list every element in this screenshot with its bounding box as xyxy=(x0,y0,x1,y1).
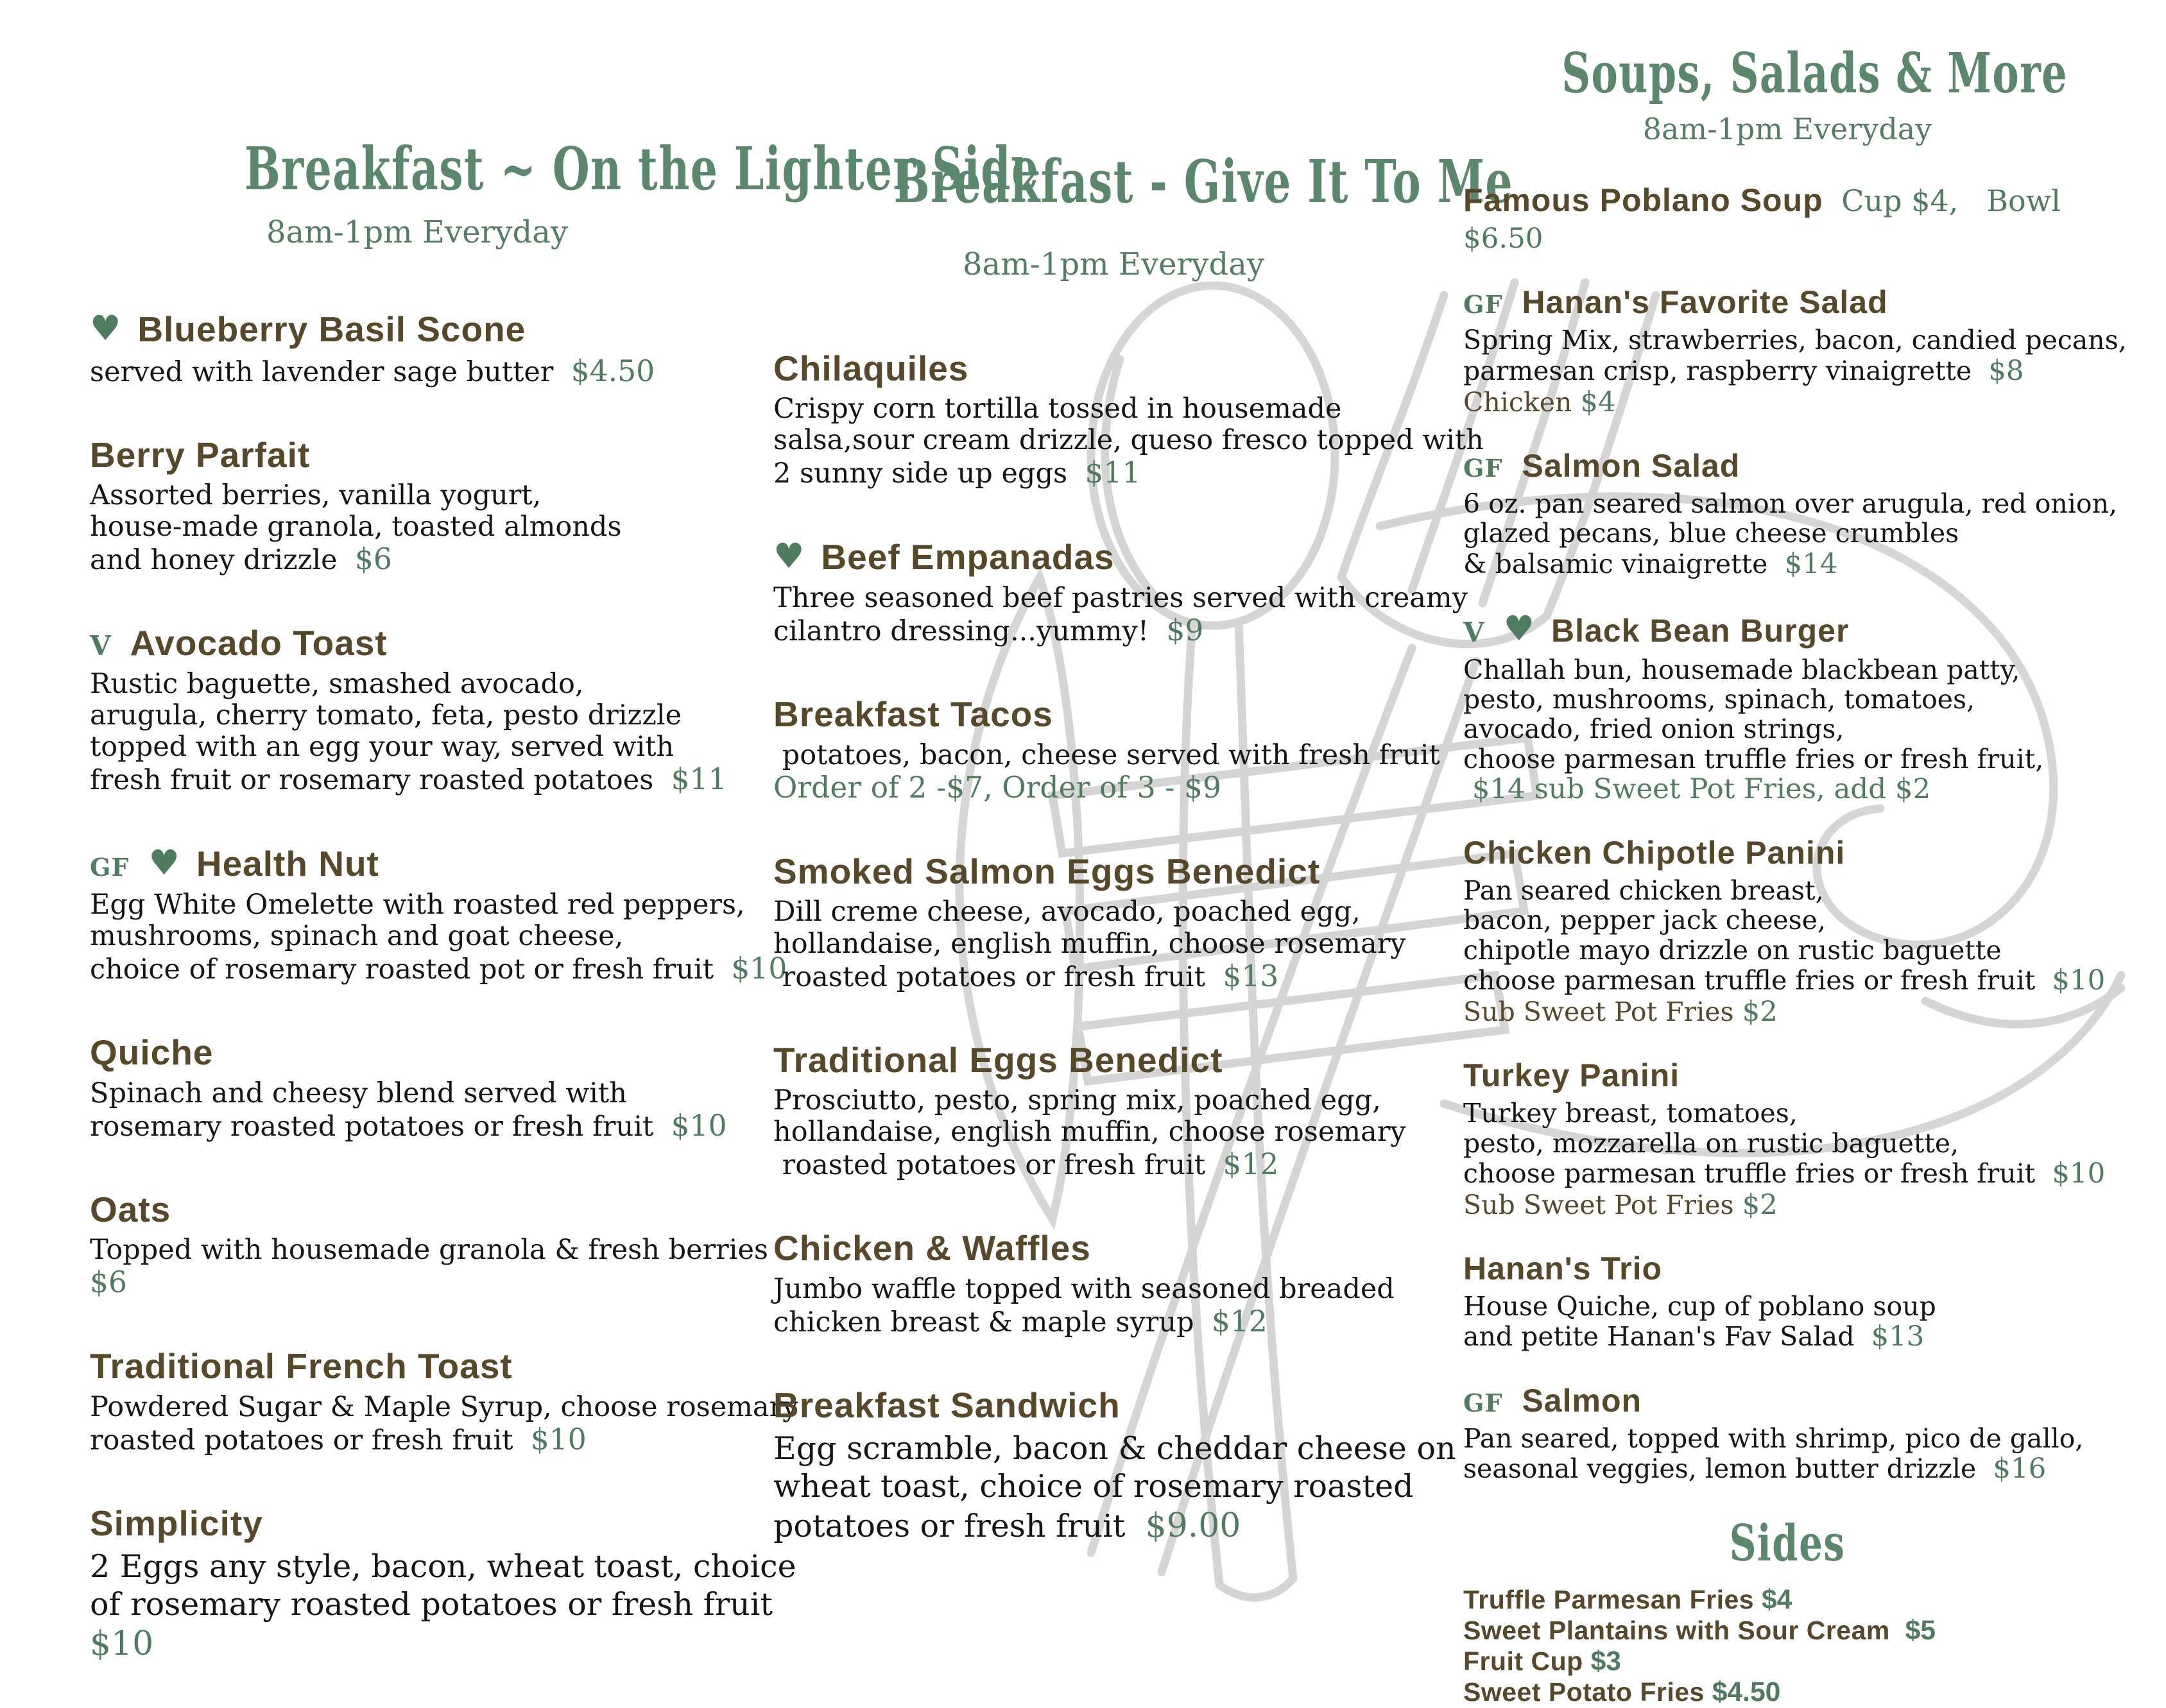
description-line xyxy=(90,669,744,700)
heart-icon: ♥ xyxy=(90,307,121,348)
description-text: Powdered Sugar & Maple Syrup, choose rosemary xyxy=(90,1390,798,1423)
gf-badge: GF xyxy=(1463,453,1503,483)
menu-item-title-row xyxy=(773,537,1454,577)
description-line xyxy=(1463,1646,2111,1677)
description-line xyxy=(1463,549,2111,580)
description-text: parmesan crisp, raspberry vinaigrette xyxy=(1463,355,1989,386)
heart-icon: ♥ xyxy=(1503,608,1535,649)
column-soups-salads-more xyxy=(1463,41,2127,1708)
menu-item-name: Avocado Toast xyxy=(130,623,388,663)
price-text: $2 xyxy=(1742,996,1778,1029)
description-text: avocado, fried onion strings, xyxy=(1463,713,1844,745)
menu-item-title-row xyxy=(90,624,744,663)
menu-item-name: Quiche xyxy=(90,1032,214,1072)
menu-item-description xyxy=(773,896,1454,993)
description-text: potatoes, bacon, cheese served with fresh fruit xyxy=(773,739,1440,771)
description-text: Sweet Plantains with Sour Cream xyxy=(1463,1616,1905,1646)
menu-item-description xyxy=(1463,1424,2111,1485)
column-items xyxy=(1463,182,2127,1708)
menu-item-title-row xyxy=(773,1386,1454,1426)
menu-item xyxy=(1463,610,2111,805)
description-text: served with lavender sage butter xyxy=(90,355,571,388)
description-text: Dill creme cheese, avocado, poached egg, xyxy=(773,896,1361,928)
description-text: Egg scramble, bacon & cheddar cheese on xyxy=(773,1430,1456,1467)
description-text: choose parmesan truffle fries or fresh fruit, xyxy=(1463,743,2044,774)
description-text: Spinach and cheesy blend served with xyxy=(90,1077,627,1109)
description-line xyxy=(773,1085,1454,1116)
description-line xyxy=(90,1586,773,1624)
description-line xyxy=(90,355,744,388)
description-text: 2 sunny side up eggs xyxy=(773,457,1085,490)
description-line xyxy=(1463,996,2111,1028)
description-text: and petite Hanan's Fav Salad xyxy=(1463,1321,1871,1353)
description-line xyxy=(1463,1129,2111,1158)
menu-item-name: Famous Poblano Soup xyxy=(1463,182,1823,219)
price-text: Order of 2 -$7, Order of 3 - $9 xyxy=(773,770,1221,805)
description-line xyxy=(1463,1677,2111,1707)
description-text: seasonal veggies, lemon butter drizzle xyxy=(1463,1453,1993,1484)
description-line xyxy=(90,1234,768,1267)
menu-item-description xyxy=(90,669,744,796)
vegetarian-badge: V xyxy=(1463,616,1484,648)
price-text: $10 xyxy=(2052,1157,2106,1190)
description-text: house-made granola, toasted almonds xyxy=(90,511,622,543)
description-text: chicken breast & maple syrup xyxy=(773,1306,1212,1338)
description-line xyxy=(90,921,744,952)
description-line xyxy=(90,763,744,796)
description-line xyxy=(1463,1098,2111,1128)
gf-badge: GF xyxy=(1463,290,1503,320)
menu-item xyxy=(1463,447,2118,580)
description-line xyxy=(90,511,744,543)
menu-item-description xyxy=(773,740,1454,805)
description-line xyxy=(90,1423,744,1456)
description-text: Assorted berries, vanilla yogurt, xyxy=(90,479,542,512)
price-text: $14 xyxy=(1784,547,1838,580)
menu-item-title-row xyxy=(90,1504,744,1544)
description-line xyxy=(90,1109,744,1143)
description-line xyxy=(1463,876,2111,905)
description-line xyxy=(773,1274,1454,1305)
price-text: $4 xyxy=(1761,1584,1792,1615)
menu-item-title-row xyxy=(1463,835,2111,871)
description-line xyxy=(773,1430,1454,1468)
description-text: 6 oz. pan seared salmon over arugula, red onion, xyxy=(1463,488,2118,519)
description-line xyxy=(90,700,744,731)
description-line xyxy=(1463,488,2118,519)
description-line xyxy=(1463,1584,2111,1615)
description-text: and honey drizzle xyxy=(90,544,355,577)
menu-item-name: Simplicity xyxy=(90,1503,263,1543)
description-text: Rustic baguette, smashed avocado, xyxy=(90,667,584,700)
menu-item-description xyxy=(773,1274,1454,1338)
column-title-heading xyxy=(1463,41,2111,106)
menu-item-name: Traditional French Toast xyxy=(90,1346,513,1387)
menu-item-name: Breakfast Sandwich xyxy=(773,1385,1121,1425)
price-text: $10 xyxy=(2052,964,2106,997)
description-text: arugula, cherry tomato, feta, pesto drizzle xyxy=(90,699,682,731)
description-line xyxy=(1463,744,2111,774)
menu-item xyxy=(90,842,787,986)
menu-item-description xyxy=(1463,876,2111,1028)
price-text: $11 xyxy=(671,762,727,796)
menu-item-title-row xyxy=(90,1033,744,1073)
menu-item-name: Smoked Salmon Eggs Benedict xyxy=(773,851,1321,891)
description-text: Pan seared chicken breast, xyxy=(1463,875,1824,907)
description-text: wheat toast, choice of rosemary roasted xyxy=(773,1468,1414,1505)
price-text: $5 xyxy=(1905,1615,1936,1646)
description-text: Spring Mix, strawberries, bacon, candied pecans, xyxy=(1463,325,2127,356)
description-line xyxy=(773,393,1454,425)
description-line xyxy=(773,771,1454,805)
description-line xyxy=(90,1624,744,1664)
price-text: $3 xyxy=(1590,1646,1621,1677)
description-text: glazed pecans, blue cheese crumbles xyxy=(1463,518,1959,549)
menu-item xyxy=(90,436,744,577)
column-title-heading xyxy=(90,134,1040,203)
column-title-heading xyxy=(773,147,1513,216)
description-text: salsa,sour cream drizzle, queso fresco topped with xyxy=(773,424,1484,457)
description-text: choose parmesan truffle fries or fresh fruit xyxy=(1463,965,2052,996)
menu-item-name: Chilaquiles xyxy=(773,348,969,388)
column-title: Breakfast - Give It To Me xyxy=(893,147,1513,216)
menu-item xyxy=(1463,1057,2111,1221)
gf-badge: GF xyxy=(90,852,130,882)
menu-item-title-row xyxy=(773,1041,1454,1080)
menu-item-name: Black Bean Burger xyxy=(1551,612,1850,649)
menu-item-title-row xyxy=(1463,1057,2111,1093)
description-text: roasted potatoes or fresh fruit xyxy=(90,1424,531,1456)
menu-item-price-suffix: Cup $4, Bowl xyxy=(1832,184,2061,219)
menu-item xyxy=(773,536,1468,648)
menu-item xyxy=(90,1033,744,1143)
price-text: $2 xyxy=(1742,1188,1778,1221)
description-line xyxy=(90,951,787,986)
description-text: potatoes or fresh fruit xyxy=(773,1507,1146,1544)
description-line xyxy=(1463,714,2111,744)
menu-item-title-row xyxy=(1463,448,2111,484)
menu-item-name: Chicken & Waffles xyxy=(773,1228,1091,1268)
description-text: Turkey breast, tomatoes, xyxy=(1463,1098,1798,1129)
menu-item xyxy=(90,309,744,388)
menu-item-description xyxy=(1463,325,2127,418)
menu-item xyxy=(1463,835,2111,1028)
menu-item-description xyxy=(90,1234,768,1300)
menu-item xyxy=(90,1189,768,1300)
menu-item-title-row xyxy=(773,1229,1454,1268)
description-text: Sub Sweet Pot Fries xyxy=(1463,996,1742,1028)
description-text: choice of rosemary roasted pot or fresh fruit xyxy=(90,953,732,986)
price-text: $6 xyxy=(90,1265,127,1300)
column-title: Soups, Salads & More xyxy=(1561,41,2068,106)
menu-item-name: Breakfast Tacos xyxy=(773,694,1053,735)
description-line xyxy=(1463,1158,2111,1190)
description-text: Sub Sweet Pot Fries xyxy=(1463,1189,1742,1220)
description-text: & balsamic vinaigrette xyxy=(1463,548,1785,579)
description-text: House Quiche, cup of poblano soup xyxy=(1463,1291,1936,1322)
column-items xyxy=(90,307,798,1664)
column-subtitle: 8am-1pm Everyday xyxy=(266,214,568,250)
description-line xyxy=(773,1148,1454,1181)
menu-item-description xyxy=(773,1085,1454,1181)
menu-item-description xyxy=(90,480,744,576)
menu-item xyxy=(1463,1251,2111,1353)
heart-icon: ♥ xyxy=(773,536,805,577)
menu-item-name: Blueberry Basil Scone xyxy=(137,309,526,349)
description-text: rosemary roasted potatoes or fresh fruit xyxy=(90,1110,671,1143)
description-text: fresh fruit or rosemary roasted potatoes xyxy=(90,764,671,796)
price-text: $10 xyxy=(90,1625,154,1664)
description-line xyxy=(1463,965,2111,996)
menu-item-description xyxy=(1463,1584,2111,1708)
description-line xyxy=(1463,774,2111,805)
description-line xyxy=(773,896,1454,928)
section-heading xyxy=(1463,1514,2111,1573)
description-text: 2 Eggs any style, bacon, wheat toast, choice xyxy=(90,1548,796,1585)
description-line xyxy=(90,543,744,576)
heart-icon: ♥ xyxy=(148,842,180,883)
description-text: pesto, mozzarella on rustic baguette, xyxy=(1463,1127,1959,1159)
menu-item-title-row xyxy=(773,695,1454,735)
column-subtitle: 8am-1pm Everyday xyxy=(1642,112,1932,147)
price-text: $12 xyxy=(1211,1304,1268,1338)
description-line xyxy=(1463,387,2111,418)
menu-item-name: Salmon xyxy=(1522,1382,1642,1419)
description-line xyxy=(773,928,1454,960)
menu-item-description xyxy=(90,1390,798,1456)
menu-item-description xyxy=(90,1548,796,1664)
menu-item-description xyxy=(1463,488,2118,580)
description-text: Pan seared, topped with shrimp, pico de gallo, xyxy=(1463,1422,2084,1454)
description-line xyxy=(773,1468,1454,1506)
menu-item xyxy=(1463,1383,2111,1485)
description-line xyxy=(773,1305,1454,1338)
section-heading-label: Sides xyxy=(1729,1514,1846,1573)
menu-item xyxy=(90,1346,798,1456)
menu-item-description xyxy=(773,582,1468,648)
menu-item-title-row xyxy=(90,1190,744,1230)
description-text: cilantro dressing...yummy! xyxy=(773,615,1167,648)
menu-item-description xyxy=(1463,655,2111,805)
description-text: Topped with housemade granola & fresh berries xyxy=(90,1234,768,1267)
description-line xyxy=(90,1548,796,1586)
price-text: $4.50 xyxy=(1712,1677,1781,1708)
menu-item-name: Hanan's Favorite Salad xyxy=(1522,284,1888,321)
menu-item-description xyxy=(1463,223,2111,255)
price-text: $9.00 xyxy=(1145,1506,1241,1545)
description-text: roasted potatoes or fresh fruit xyxy=(773,961,1223,993)
description-line xyxy=(90,1078,744,1109)
description-line xyxy=(773,1506,1454,1546)
price-text: $13 xyxy=(1223,959,1279,993)
description-line xyxy=(773,740,1454,771)
description-line xyxy=(773,424,1484,457)
menu-item-name: Berry Parfait xyxy=(90,434,311,475)
menu-item-name: Health Nut xyxy=(196,843,379,884)
menu-item-title-row xyxy=(90,1347,744,1387)
menu-item xyxy=(773,1041,1454,1182)
description-text: Truffle Parmesan Fries xyxy=(1463,1584,1762,1614)
menu-item-title-row xyxy=(90,309,744,350)
menu-item-title-row xyxy=(773,852,1454,892)
description-line xyxy=(1463,1292,2111,1321)
description-text: of rosemary roasted potatoes or fresh fruit xyxy=(90,1586,773,1623)
menu-item xyxy=(90,1503,796,1664)
menu-item-description xyxy=(1463,1098,2111,1221)
price-text: $10 xyxy=(671,1108,727,1143)
description-text: Egg White Omelette with roasted red peppers, xyxy=(90,888,745,921)
description-line xyxy=(773,1116,1454,1148)
description-line xyxy=(1463,935,2111,965)
menu-item-description xyxy=(90,888,787,986)
description-text: Jumbo waffle topped with seasoned breaded xyxy=(773,1272,1395,1305)
menu-item-name: Oats xyxy=(90,1189,171,1229)
menu-item-name: Beef Empanadas xyxy=(821,537,1115,577)
description-text: Crispy corn tortilla tossed in housemade xyxy=(773,393,1342,425)
description-line xyxy=(1463,355,2111,387)
menu-item xyxy=(773,695,1454,805)
menu-item-description xyxy=(90,1078,744,1143)
menu-item-description xyxy=(90,355,744,388)
menu-item-title-row xyxy=(90,844,744,884)
menu-item-title-row xyxy=(1463,284,2111,320)
menu-item xyxy=(773,852,1454,993)
price-text: $8 xyxy=(1988,354,2024,387)
description-line xyxy=(1463,1190,2111,1221)
description-text: hollandaise, english muffin, choose rosemary xyxy=(773,1116,1406,1149)
menu-item xyxy=(90,624,744,796)
description-text: bacon, pepper jack cheese, xyxy=(1463,905,1826,936)
description-line xyxy=(90,480,744,511)
price-text: $14 sub Sweet Pot Fries, add $2 xyxy=(1463,773,1931,805)
gf-badge: GF xyxy=(1463,1388,1503,1417)
menu-item-title-row xyxy=(773,349,1454,389)
description-line xyxy=(1463,325,2127,356)
description-text: topped with an egg your way, served with xyxy=(90,730,675,763)
description-line xyxy=(773,614,1454,647)
menu-item-title-row xyxy=(1463,1383,2111,1419)
description-text: Chicken xyxy=(1463,386,1581,418)
column-subtitle: 8am-1pm Everyday xyxy=(962,246,1264,282)
description-line xyxy=(90,731,744,763)
menu-item-name: Hanan's Trio xyxy=(1463,1251,1663,1287)
menu-item-title-row xyxy=(1463,1251,2111,1286)
menu-item-title-row xyxy=(90,436,744,475)
menu-item-title-row xyxy=(1463,610,2111,650)
description-line xyxy=(90,1390,798,1423)
description-text: roasted potatoes or fresh fruit xyxy=(773,1149,1223,1182)
description-line xyxy=(773,960,1454,993)
price-text: $9 xyxy=(1166,613,1204,648)
description-text: Three seasoned beef pastries served with creamy xyxy=(773,582,1468,615)
vegetarian-badge: V xyxy=(90,630,111,662)
description-line xyxy=(1463,223,2111,255)
description-line xyxy=(1463,1321,2111,1353)
price-text: $4 xyxy=(1580,386,1616,418)
menu-item-description xyxy=(773,1430,1454,1546)
description-line xyxy=(1463,655,2111,685)
menu-item-name: Salmon Salad xyxy=(1522,447,1741,484)
price-text: $4.50 xyxy=(571,354,655,388)
menu-item-name: Traditional Eggs Benedict xyxy=(773,1039,1223,1080)
price-text: $6.50 xyxy=(1463,223,1543,255)
price-text: $16 xyxy=(1993,1452,2047,1485)
menu-item-title-row xyxy=(1463,182,2111,218)
menu-item xyxy=(773,1229,1454,1338)
column-title: Breakfast ~ On the Lighter Side xyxy=(244,134,1040,203)
description-line xyxy=(1463,685,2111,714)
description-text: Prosciutto, pesto, spring mix, poached egg, xyxy=(773,1084,1381,1117)
description-text: chipotle mayo drizzle on rustic baguette xyxy=(1463,934,2002,966)
description-line xyxy=(1463,1453,2111,1485)
description-line xyxy=(1463,1615,2111,1646)
menu-item-name: Turkey Panini xyxy=(1463,1057,1680,1094)
description-text: pesto, mushrooms, spinach, tomatoes, xyxy=(1463,683,1975,715)
description-line xyxy=(773,582,1468,615)
price-text: $11 xyxy=(1085,456,1141,490)
description-text: choose parmesan truffle fries or fresh fruit xyxy=(1463,1157,2052,1189)
menu-item-name: Chicken Chipotle Panini xyxy=(1463,835,1846,871)
price-text: $12 xyxy=(1223,1147,1279,1182)
price-text: $10 xyxy=(731,951,787,986)
menu-item-description xyxy=(1463,1292,2111,1353)
description-line xyxy=(1463,905,2111,935)
menu-item xyxy=(1463,182,2111,255)
description-line xyxy=(1463,518,2111,548)
description-text: mushrooms, spinach and goat cheese, xyxy=(90,919,624,952)
description-text: Fruit Cup xyxy=(1463,1646,1591,1677)
price-text: $10 xyxy=(530,1422,587,1456)
description-text: Sweet Potato Fries xyxy=(1463,1677,1712,1707)
menu-item xyxy=(1463,1514,2111,1708)
description-line xyxy=(90,1266,744,1299)
description-line xyxy=(773,456,1454,490)
menu-item xyxy=(1463,284,2127,418)
price-text: $13 xyxy=(1871,1320,1925,1353)
menu-item xyxy=(773,1386,1454,1546)
description-line xyxy=(1463,1424,2111,1453)
description-text: hollandaise, english muffin, choose rosemary xyxy=(773,927,1406,960)
description-line xyxy=(90,889,744,921)
price-text: $6 xyxy=(354,542,392,577)
description-text: Challah bun, housemade blackbean patty, xyxy=(1463,654,2020,685)
